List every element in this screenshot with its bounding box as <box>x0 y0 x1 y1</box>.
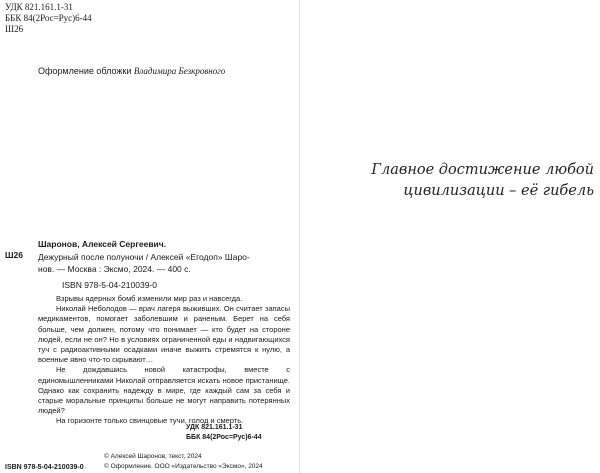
cover-credit-prefix: Оформление обложки <box>38 66 132 76</box>
catalog-author-mark: Ш26 <box>5 250 23 260</box>
catalog-isbn: ISBN 978-5-04-210039-0 <box>62 280 157 290</box>
bib-line-1: Дежурный после полуночи / Алексей «Егодоп» Шаро- <box>38 252 250 262</box>
bibliographic-record <box>38 251 292 275</box>
annotation-paragraph: Не дождавшись новой катастрофы, вместе с единомышленниками Николай отправляется искать новое пристанище. Однако как сохранить надежду в мире, где каждый сам за себя и старые моральные принципы больше не могут направить потерянных людей? <box>38 365 290 416</box>
copyright-design: © Оформление. ООО «Издательство «Эксмо», 2024 <box>104 462 263 470</box>
classification-codes-top <box>5 2 92 35</box>
classification-codes-bottom <box>186 423 262 443</box>
catalog-author: Шаронов, Алексей Сергеевич. <box>38 239 167 249</box>
epigraph-line-1: Главное достижение любой <box>371 162 594 178</box>
epigraph <box>371 160 594 202</box>
bbk-code-bottom: ББК 84(2Рос=Рус)6-44 <box>186 434 262 441</box>
isbn-bottom: ISBN 978-5-04-210039-0 <box>5 464 84 471</box>
annotation <box>38 294 290 427</box>
copyright-block <box>104 452 263 471</box>
annotation-paragraph: На горизонте только свинцовые тучи, голод и смерть. <box>56 416 244 426</box>
cover-design-credit <box>38 66 225 76</box>
bbk-code: ББК 84(2Рос=Рус)6-44 <box>5 13 92 23</box>
udk-code-bottom: УДК 821.161.1-31 <box>186 424 243 431</box>
copyright-text: © Алексей Шаронов, текст, 2024 <box>104 453 202 460</box>
right-page <box>300 0 600 473</box>
annotation-paragraph: Взрывы ядерных бомб изменили мир раз и навсегда. <box>56 294 243 303</box>
cover-credit-name: Владимира Безкровного <box>133 66 226 76</box>
udk-code: УДК 821.161.1-31 <box>5 2 73 12</box>
annotation-paragraph: Николай Неболодов — врач лагеря выживших. Он считает запасы медикаментов, помогает заболевшим и раненым. Берет на себя больше, чем должен, потому что понимает — кто будет на стороне людей, если не он? Но в условиях ограниченной еды и надвигающихся туч с радиоактивными осадками иначе выжить стремятся к нулю, а военные явно что-то скрывают… <box>38 304 290 365</box>
epigraph-line-2: цивилизации – её гибель <box>403 183 594 199</box>
bib-line-2: нов. — Москва : Эксмо, 2024. — 400 с. <box>38 264 191 274</box>
author-mark: Ш26 <box>5 24 24 34</box>
